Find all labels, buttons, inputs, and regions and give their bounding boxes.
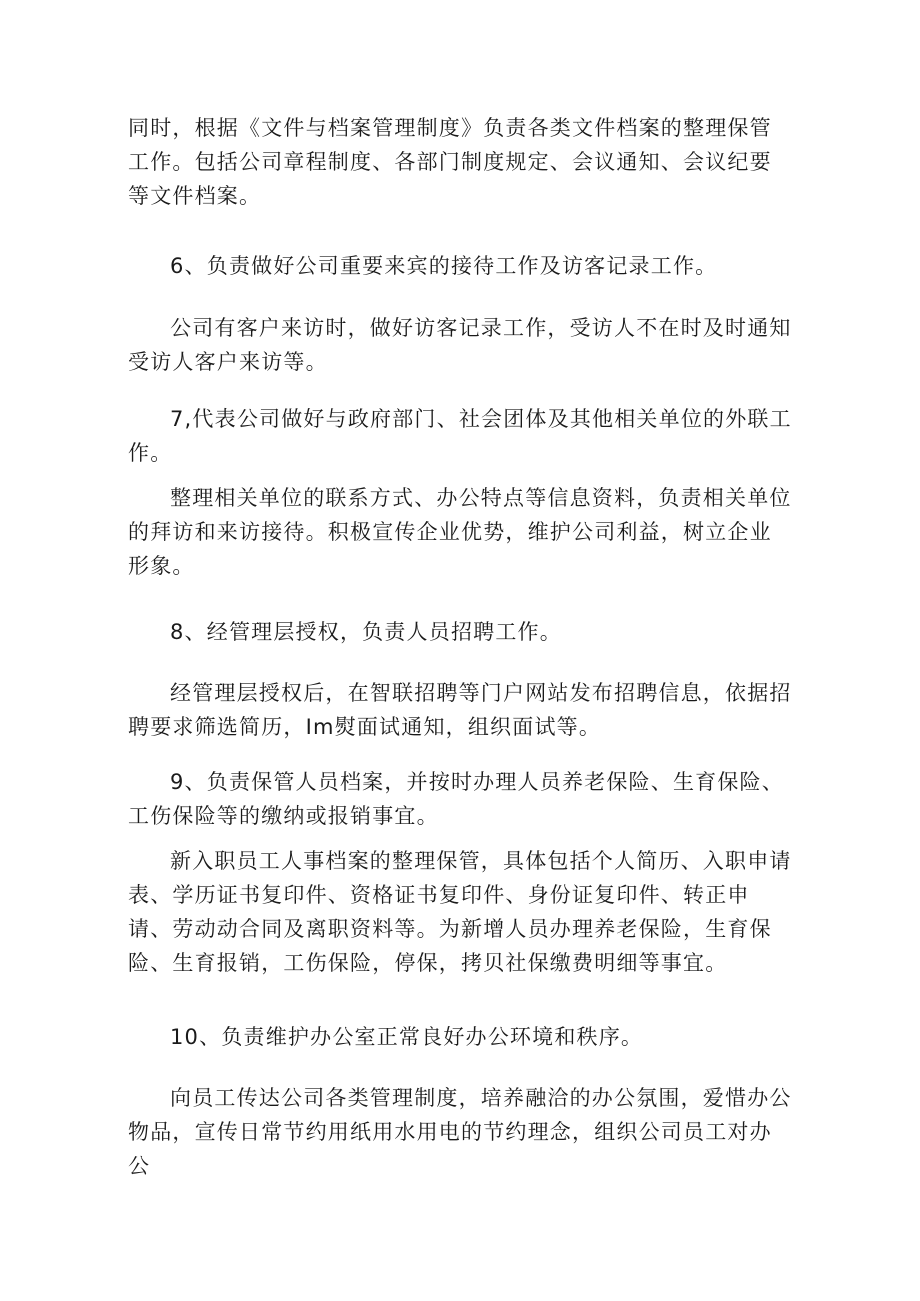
paragraph-item-6-detail: 公司有客户来访时，做好访客记录工作，受访人不在时及时通知受访人客户来访等。 [128,316,792,374]
paragraph-item-7-detail: 整理相关单位的联系方式、办公特点等信息资料，负责相关单位的拜访和来访接待。积极宣传企业优势，维护公司利益，树立企业形象。 [128,486,792,578]
paragraph-item-10-detail: 向员工传达公司各类管理制度，培养融洽的办公氛围，爱惜办公物品，宣传日常节约用纸用水用电的节约理念，组织公司员工对办公 [128,1086,792,1178]
paragraph-archive-management: 同时，根据《文件与档案管理制度》负责各类文件档案的整理保管工作。包括公司章程制度、各部门制度规定、会议通知、会议纪要等文件档案。 [128,116,772,208]
paragraph-item-6-heading: 6、负责做好公司重要来宾的接待工作及访客记录工作。 [170,254,718,278]
paragraph-item-8-heading: 8、经管理层授权，负责人员招聘工作。 [170,620,562,644]
paragraph-item-7-heading: 7,代表公司做好与政府部门、社会团体及其他相关单位的外联工作。 [128,407,792,465]
paragraph-item-9-heading: 9、负责保管人员档案，并按时办理人员养老保险、生育保险、工伤保险等的缴纳或报销事宜。 [128,770,784,828]
paragraph-item-9-detail: 新入职员工人事档案的整理保管，具体包括个人简历、入职申请表、学历证书复印件、资格证书复印件、身份证复印件、转正申请、劳动动合同及离职资料等。为新增人员办理养老保险，生育保险、生育报销，工伤保险，停保，拷贝社保缴费明细等事宜。 [128,849,792,975]
paragraph-item-8-detail: 经管理层授权后，在智联招聘等门户网站发布招聘信息，依据招聘要求筛选简历，Im熨面试通知，组织面试等。 [128,681,792,739]
paragraph-item-10-heading: 10、负责维护办公室正常良好办公环境和秩序。 [170,1025,644,1049]
